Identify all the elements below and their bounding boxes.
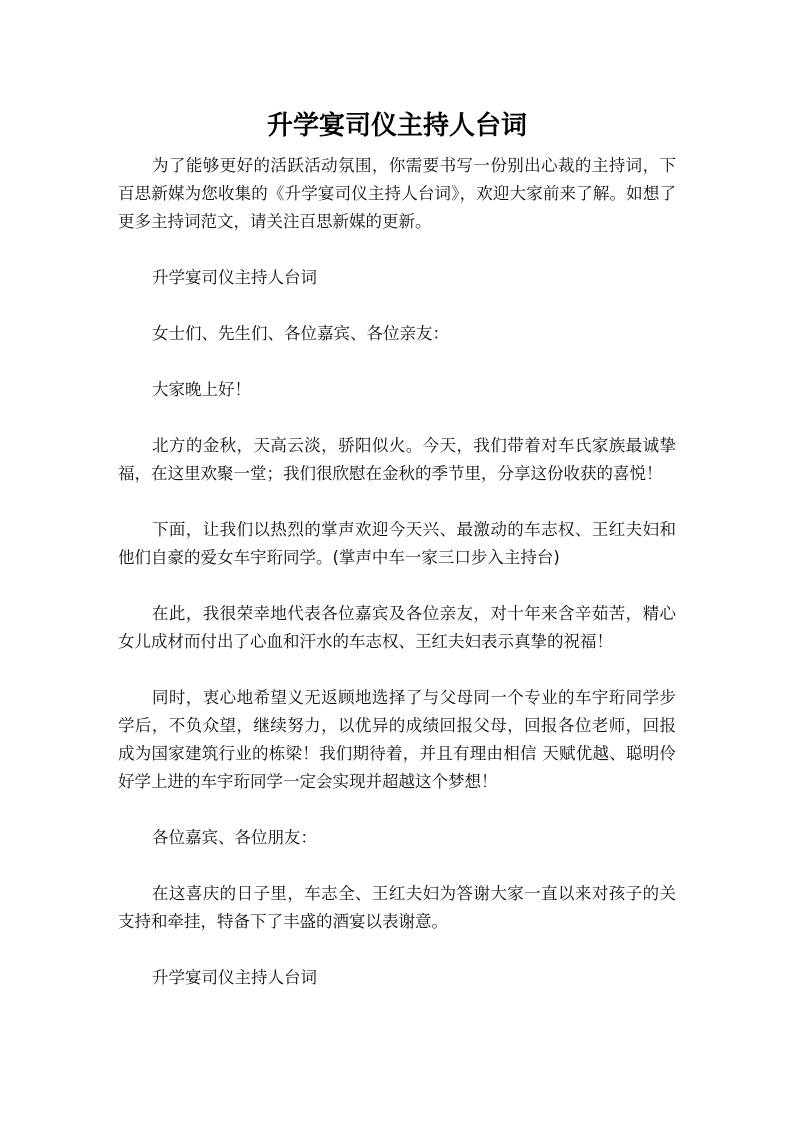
- paragraph-line: 女士们、先生们、各位嘉宾、各位亲友：: [152, 324, 449, 343]
- paragraph-line: 同时，衷心地希望义无返顾地选择了与父母同一个专业的车宇珩同学步: [152, 688, 676, 707]
- paragraph: [118, 600, 676, 656]
- paragraph: [118, 516, 676, 572]
- paragraph: [118, 880, 676, 936]
- paragraph: [118, 152, 676, 236]
- paragraph-line: 各位嘉宾、各位朋友：: [152, 828, 317, 847]
- paragraph-line: 更多主持词范文，请关注百思新媒的更新。: [118, 212, 432, 231]
- paragraph: [118, 376, 676, 404]
- paragraph-line: 升学宴司仪主持人台词: [152, 268, 317, 287]
- document-title: 升学宴司仪主持人台词: [266, 111, 527, 141]
- paragraph-line: 成为国家建筑行业的栋梁！我们期待着，并且有理由相信 天赋优越、聪明伶: [118, 744, 676, 763]
- paragraph: [118, 684, 676, 796]
- paragraph-line: 支持和牵挂，特备下了丰盛的酒宴以表谢意。: [118, 912, 448, 931]
- paragraph-line: 为了能够更好的活跃活动氛围，你需要书写一份别出心裁的主持词，下: [152, 156, 676, 175]
- document-body: [118, 152, 676, 1020]
- paragraph-line: 福，在这里欢聚一堂；我们很欣慰在金秋的季节里，分享这份收获的喜悦！: [118, 464, 663, 483]
- paragraph-line: 女儿成材而付出了心血和汗水的车志权、王红夫妇表示真挚的祝福！: [118, 632, 613, 651]
- paragraph: [118, 964, 676, 992]
- paragraph: [118, 824, 676, 852]
- paragraph-line: 在此，我很荣幸地代表各位嘉宾及各位亲友，对十年来含辛茹苦，精心: [152, 604, 676, 623]
- paragraph-line: 在这喜庆的日子里，车志全、王红夫妇为答谢大家一直以来对孩子的关: [152, 884, 676, 903]
- paragraph-line: 大家晚上好！: [152, 380, 251, 399]
- paragraph-line: 北方的金秋，天高云淡，骄阳似火。今天，我们带着对车氏家族最诚挚: [152, 436, 676, 455]
- paragraph-line: 百思新媒为您收集的《升学宴司仪主持人台词》，欢迎大家前来了解。如想了: [118, 184, 676, 203]
- paragraph-line: 下面，让我们以热烈的掌声欢迎今天兴、最激动的车志权、王红夫妇和: [152, 520, 676, 539]
- paragraph: [118, 320, 676, 348]
- paragraph-line: 学后，不负众望，继续努力，以优异的成绩回报父母，回报各位老师，回报: [118, 716, 676, 735]
- paragraph: [118, 264, 676, 292]
- paragraph-line: 升学宴司仪主持人台词: [152, 968, 317, 987]
- paragraph: [118, 432, 676, 488]
- paragraph-line: 他们自豪的爱女车宇珩同学。(掌声中车一家三口步入主持台): [118, 548, 560, 567]
- paragraph-line: 好学上进的车宇珩同学一定会实现并超越这个梦想！: [118, 772, 498, 791]
